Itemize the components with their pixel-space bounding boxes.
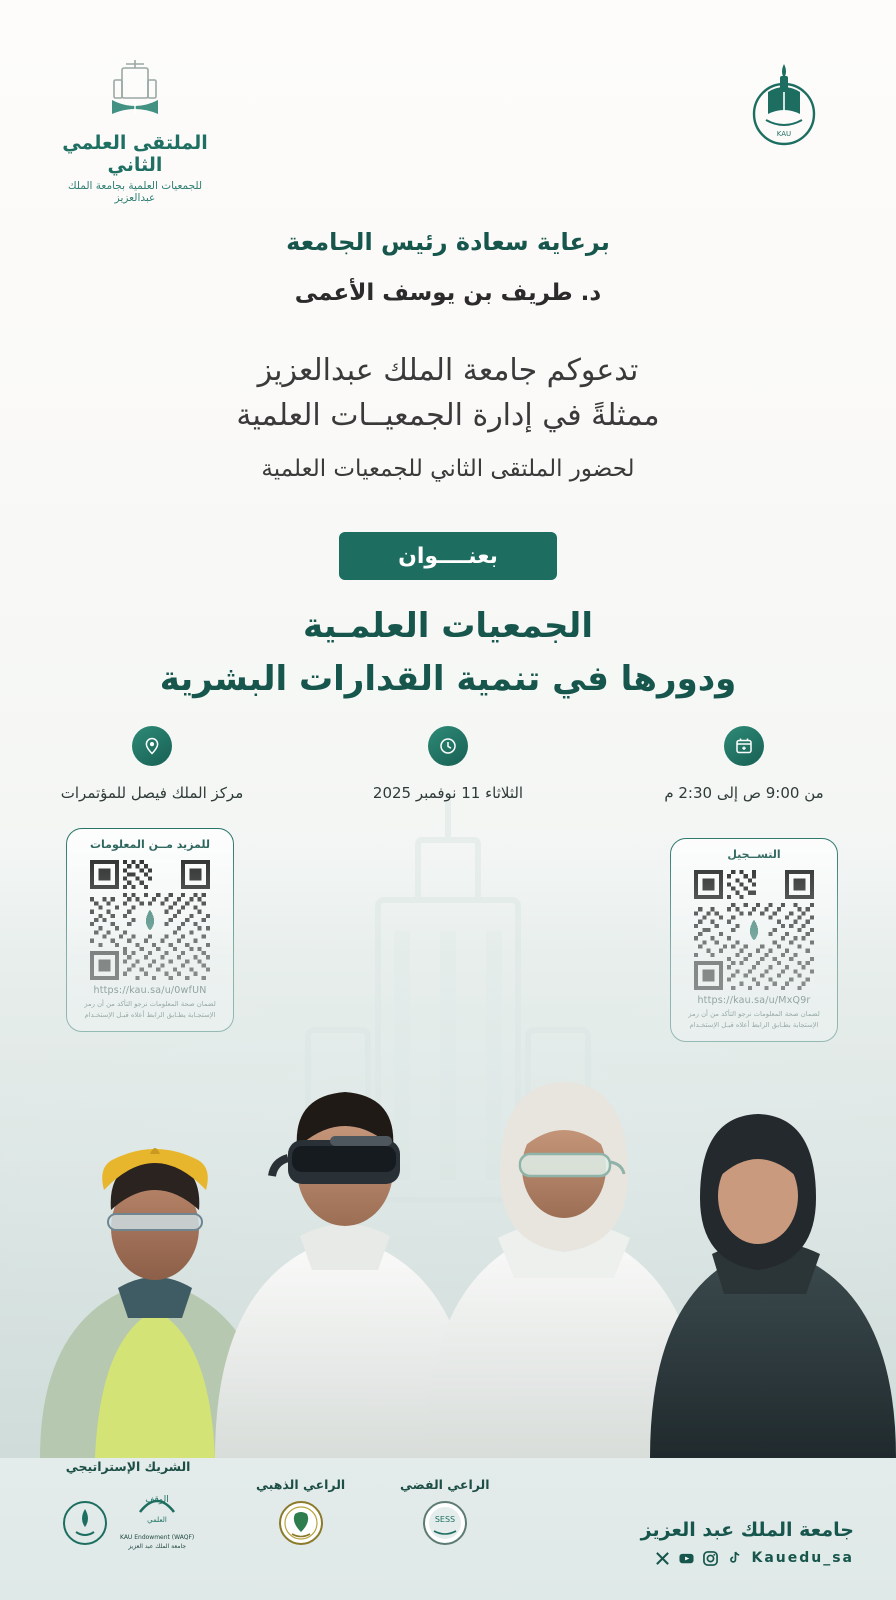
x-twitter-icon[interactable]: [655, 1551, 670, 1566]
event-title-line-2: ودورها في تنمية القدارات البشرية: [159, 658, 737, 699]
youtube-icon[interactable]: [679, 1551, 694, 1566]
instagram-icon[interactable]: [703, 1551, 718, 1566]
forum-title: الملتقى العلمي الثاني: [62, 132, 208, 176]
svg-text:SESS: SESS: [434, 1515, 455, 1524]
svg-text:KAU: KAU: [776, 130, 792, 138]
event-date-text: الثلاثاء 11 نوفمبر 2025: [372, 784, 524, 802]
event-venue: [32, 726, 272, 802]
waqf-caption-en: KAU Endowment (WAQF): [120, 1534, 195, 1541]
sponsor-gold: [256, 1477, 345, 1550]
title-banner-label: بعنــــوان: [398, 543, 498, 569]
gold-sponsor-seal-icon: [278, 1500, 324, 1550]
title-banner: [339, 532, 557, 580]
people-photo: [0, 818, 896, 1458]
location-pin-icon: [132, 726, 172, 766]
patron-intro: برعاية سعادة رئيس الجامعة: [286, 228, 610, 256]
footer-university-name: جامعة الملك عبد العزيز: [640, 1519, 854, 1541]
sponsor-silver-label: الراعي الفضي: [400, 1477, 490, 1492]
event-time-text: من 9:00 ص إلى 2:30 م: [664, 784, 824, 802]
patron-section: [0, 228, 896, 306]
event-date: [328, 726, 568, 802]
social-handle-text: Kauedu_sa: [751, 1550, 854, 1566]
clock-icon: [428, 726, 468, 766]
waqf-caption-ar: جامعة الملك عبد العزيز: [128, 1543, 187, 1550]
event-time: [624, 726, 864, 802]
calendar-add-icon: [724, 726, 764, 766]
invitation-line-2: ممثلةً في إدارة الجمعيــات العلمية: [236, 398, 660, 433]
patron-name: د. طريف بن يوسف الأعمى: [294, 280, 602, 306]
forum-logo-block: [60, 56, 210, 204]
invitation-section: [0, 348, 896, 487]
event-title-line-1: الجمعيات العلمـية: [303, 606, 593, 646]
invitation-line-1: تدعوكم جامعة الملك عبدالعزيز: [257, 353, 639, 388]
tiktok-icon[interactable]: [727, 1551, 742, 1566]
kau-endowment-mark-icon: [62, 1500, 108, 1550]
poster-header: [0, 48, 896, 208]
university-logo-block: [714, 58, 854, 150]
silver-sponsor-seal-icon: [422, 1500, 468, 1550]
sponsor-silver: [400, 1477, 490, 1550]
event-venue-text: مركز الملك فيصل للمؤتمرات: [60, 784, 244, 802]
event-title: [0, 600, 896, 705]
second-scientific-forum-logo-icon: [106, 56, 164, 122]
sponsor-strategic-label: الشريك الإستراتيجي: [65, 1459, 191, 1474]
forum-subtitle: للجمعيات العلمية بجامعة الملك عبدالعزيز: [67, 180, 203, 204]
svg-text:الوقف: الوقف: [145, 1495, 169, 1505]
invitation-line-3: لحضور الملتقى الثاني للجمعيات العلمية: [261, 456, 635, 482]
sponsor-gold-label: الراعي الذهبي: [256, 1477, 346, 1492]
kau-endowment-waqf-logo-icon: [120, 1482, 194, 1550]
svg-text:العلمي: العلمي: [147, 1516, 167, 1524]
king-abdulaziz-university-logo-icon: [738, 58, 830, 150]
sponsor-strategic: [62, 1459, 194, 1550]
footer-social: [641, 1519, 854, 1566]
event-details-row: [0, 726, 896, 802]
